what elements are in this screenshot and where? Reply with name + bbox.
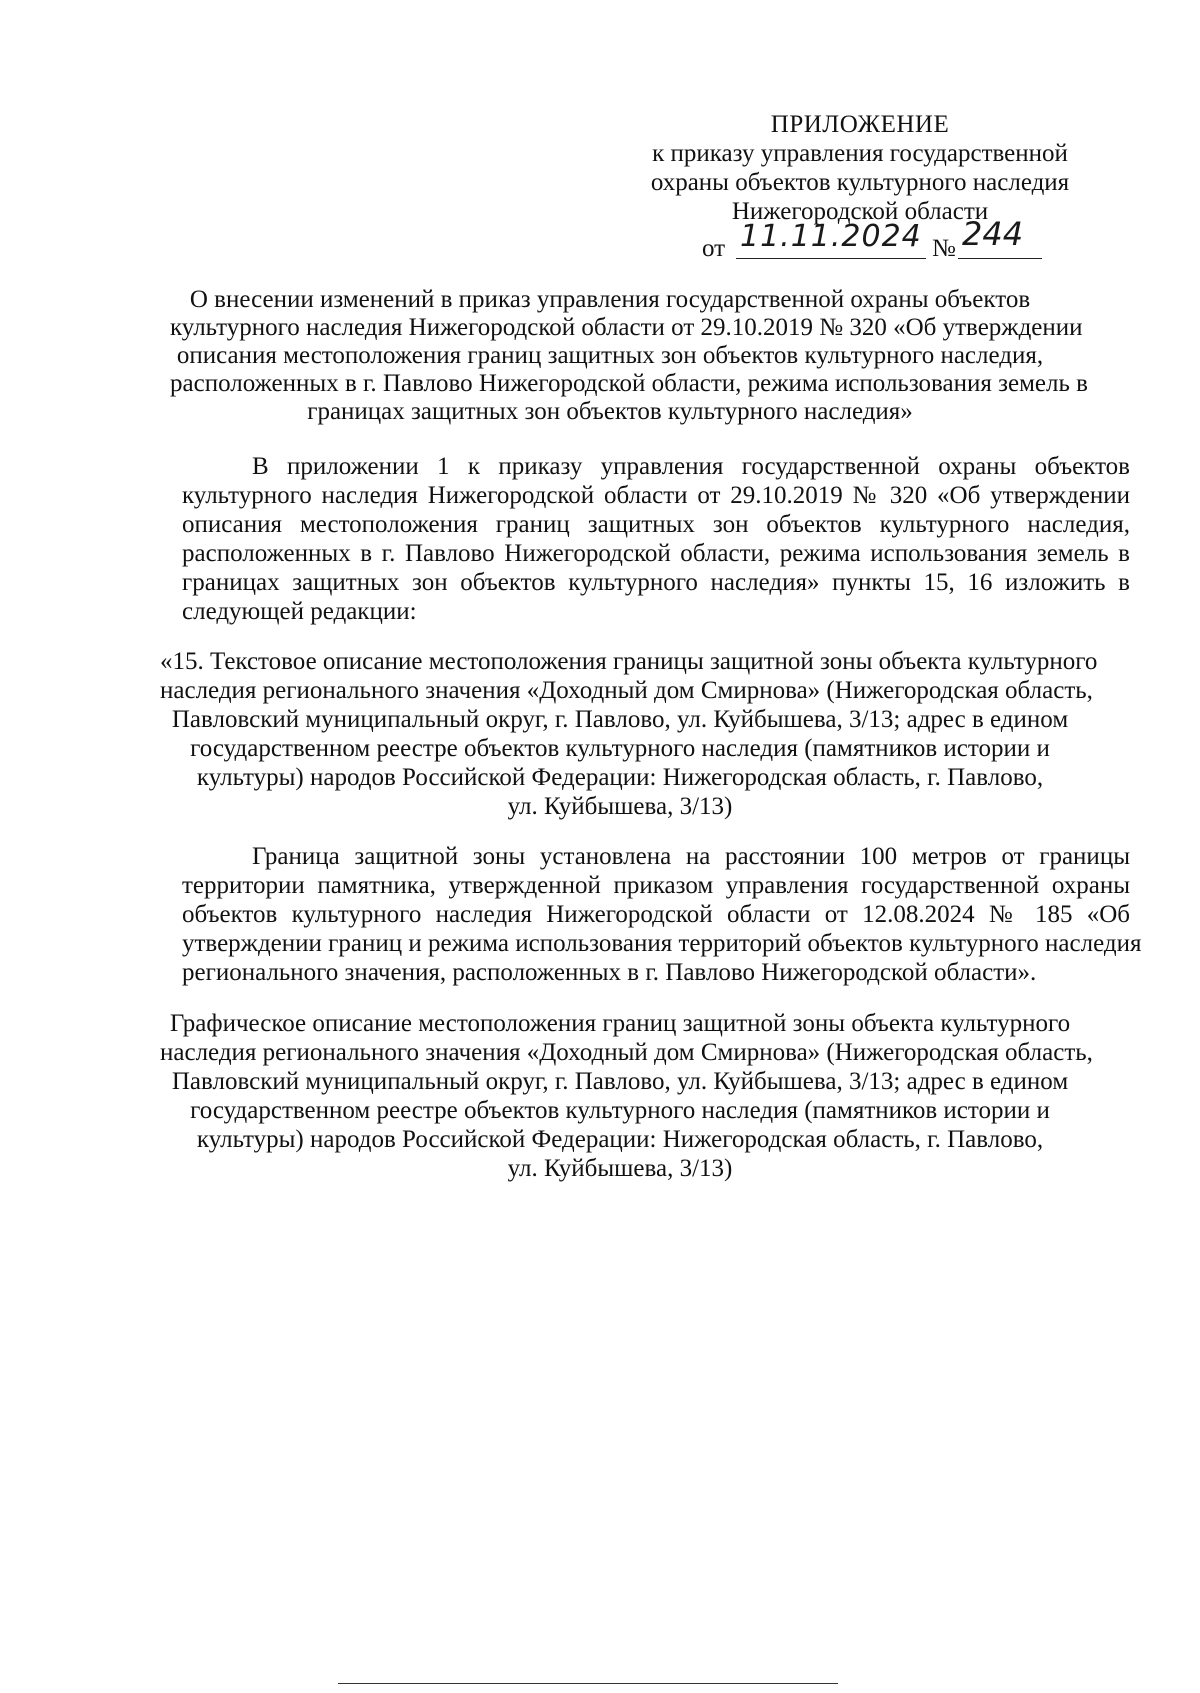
paragraph-line: утверждении границ и режима использования территорий объектов культурного наследия	[182, 930, 1142, 957]
order-date-line	[640, 215, 1080, 262]
appendix-title: ПРИЛОЖЕНИЕ	[770, 111, 950, 138]
date-prefix: от	[702, 235, 726, 262]
appendix-header	[640, 110, 1080, 260]
heading-line: описания местоположения границ защитных зон объектов культурного наследия,	[176, 342, 1044, 369]
paragraph-line: расположенных в г. Павлово Нижегородской области, режима использования земель в	[182, 540, 1130, 567]
item15-text-title	[160, 647, 1098, 821]
number-underline	[958, 258, 1042, 259]
title-line: Графическое описание местоположения границ защитной зоны объекта культурного	[169, 1010, 1071, 1037]
paragraph-line: территории памятника, утвержденной приказом управления государственной охраны	[182, 872, 1130, 899]
title-line: культуры) народов Российской Федерации: Нижегородская область, г. Павлово,	[196, 1126, 1044, 1153]
paragraph-line: Граница защитной зоны установлена на расстоянии 100 метров от границы	[252, 843, 1130, 870]
title-line: государственном реестре объектов культурного наследия (памятников истории и	[190, 1097, 1050, 1124]
title-line: наследия регионального значения «Доходный дом Смирнова» (Нижегородская область,	[160, 677, 1093, 704]
appendix-line: Нижегородской области	[731, 198, 989, 225]
title-line: культуры) народов Российской Федерации: Нижегородская область, г. Павлово,	[196, 764, 1044, 791]
heading-line: культурного наследия Нижегородской области от 29.10.2019 № 320 «Об утверждении	[170, 314, 1083, 341]
title-line: «15. Текстовое описание местоположения границы защитной зоны объекта культурного	[160, 648, 1098, 675]
title-line: государственном реестре объектов культурного наследия (памятников истории и	[190, 735, 1050, 762]
footer-rule	[338, 1683, 838, 1684]
graphic-description-title	[160, 1009, 1093, 1183]
intro-paragraph	[182, 452, 1130, 626]
appendix-line: охраны объектов культурного наследия	[650, 169, 1070, 196]
paragraph-line: объектов культурного наследия Нижегородской области от 12.08.2024 № 185 «Об	[182, 901, 1130, 928]
title-line: наследия регионального значения «Доходный дом Смирнова» (Нижегородская область,	[160, 1039, 1093, 1066]
paragraph-line: описания местоположения границ защитных зон объектов культурного наследия,	[182, 511, 1130, 538]
title-line: ул. Куйбышева, 3/13)	[507, 1155, 733, 1182]
paragraph-line: регионального значения, расположенных в г. Павлово Нижегородской области».	[182, 959, 1037, 986]
handwritten-date: 11.11.2024	[740, 219, 922, 254]
paragraph-line: В приложении 1 к приказу управления государственной охраны объектов	[252, 453, 1130, 480]
heading-line: границах защитных зон объектов культурного наследия»	[307, 398, 913, 425]
heading-line: О внесении изменений в приказ управления государственной охраны объектов	[189, 286, 1031, 313]
title-line: ул. Куйбышева, 3/13)	[507, 793, 733, 820]
document-heading	[170, 286, 1088, 426]
paragraph-line: следующей редакции:	[182, 598, 417, 625]
title-line: Павловский муниципальный округ, г. Павлово, ул. Куйбышева, 3/13; адрес в едином	[171, 706, 1069, 733]
heading-line: расположенных в г. Павлово Нижегородской области, режима использования земель в	[170, 370, 1088, 397]
handwritten-number: 244	[962, 215, 1024, 253]
date-underline	[736, 258, 926, 259]
boundary-paragraph	[182, 842, 1142, 987]
number-sign: №	[932, 235, 956, 262]
title-line: Павловский муниципальный округ, г. Павлово, ул. Куйбышева, 3/13; адрес в едином	[171, 1068, 1069, 1095]
paragraph-line: границах защитных зон объектов культурного наследия» пункты 15, 16 изложить в	[182, 569, 1130, 596]
appendix-line: к приказу управления государственной	[652, 140, 1068, 167]
paragraph-line: культурного наследия Нижегородской области от 29.10.2019 № 320 «Об утверждении	[182, 482, 1130, 509]
